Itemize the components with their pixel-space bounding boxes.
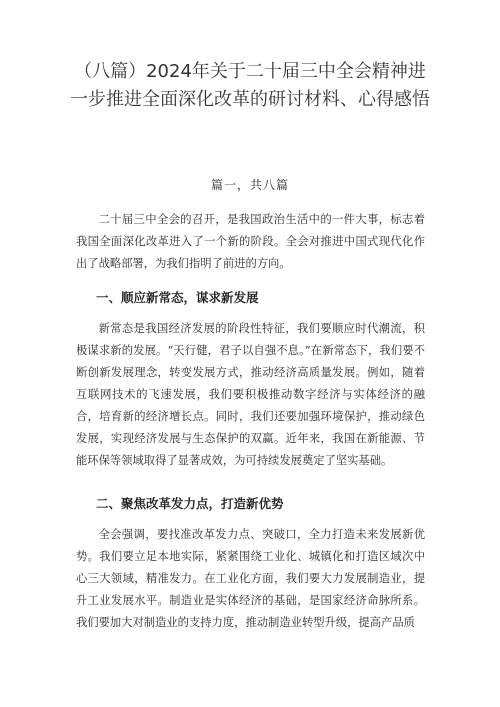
intro-paragraph: 二十届三中全会的召开，是我国政治生活中的一件大事，标志着我国全面深化改革进入了一个新的阶段。全会对推进中国式现代化作出了战略部署，为我们指明了前进的方向。 xyxy=(76,213,425,270)
section-heading-2: 二、聚焦改革发力点，打造新优势 xyxy=(96,496,284,511)
section-body-1: 新常态是我国经济发展的阶段性特征，我们要顺应时代潮流，积极谋求新的发展。“天行健，君子以自强不息。”在新常态下，我们要不断创新发展理念，转变发展方式，推动经济高质量发展。例如，随着互联网技术的飞速发展，我们要积极推动数字经济与实体经济的融合，培育新的经济增长点。同时，我们还要加强环境保护，推动绿色发展，实现经济发展与生态保护的双赢。近年来，我国在新能源、节能环保等领域取得了显著成效，为可持续发展奠定了坚实基础。 xyxy=(76,322,425,467)
document-title: （八篇）2024年关于二十届三中全会精神进一步推进全面深化改革的研讨材料、心得感悟 xyxy=(70,61,430,110)
section-heading-1: 一、顺应新常态，谋求新发展 xyxy=(96,290,259,305)
document-subtitle: 篇一，共八篇 xyxy=(210,178,289,192)
section-body-2: 全会强调，要找准改革发力点、突破口，全力打造未来发展新优势。我们要立足本地实际，紧紧围绕工业化、城镇化和打造区域次中心三大领域，精准发力。在工业化方面，我们要大力发展制造业，提升工业发展水平。制造业是实体经济的基础，是国家经济命脉所系。我们要加大对制造业的支持力度，推动制造业转型升级，提高产品质 xyxy=(76,528,425,629)
